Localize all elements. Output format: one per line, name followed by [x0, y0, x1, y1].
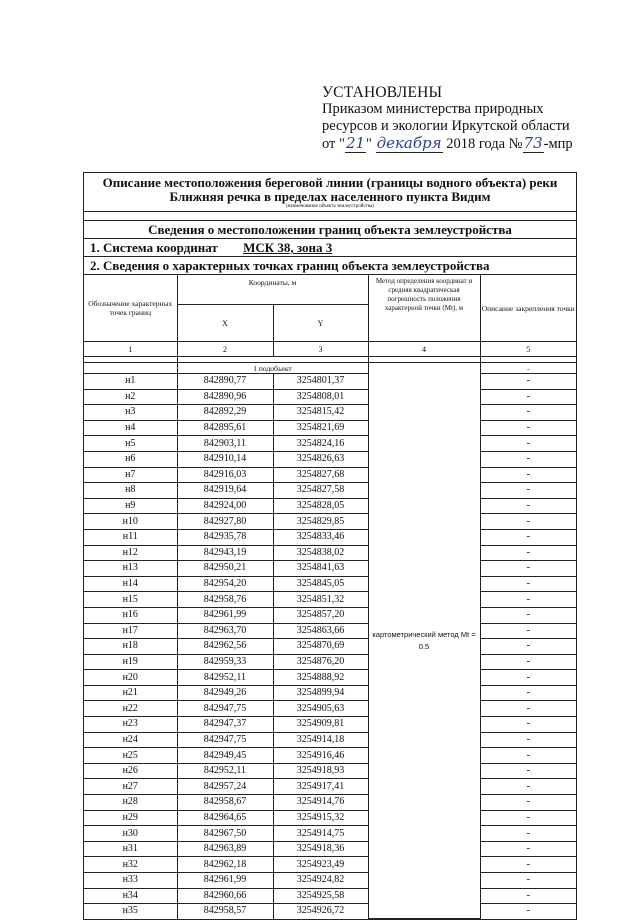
- point-y: 3254876,20: [273, 654, 368, 670]
- table-row: [84, 795, 576, 811]
- col-number-2: 2: [177, 342, 273, 357]
- table-row: [84, 405, 576, 421]
- point-y: 3254926,72: [273, 904, 368, 919]
- point-id: н25: [84, 748, 177, 764]
- point-x: 842947,75: [177, 732, 273, 748]
- point-x: 842890,77: [177, 374, 273, 390]
- point-x: 842943,19: [177, 545, 273, 561]
- point-y: 3254914,76: [273, 795, 368, 811]
- point-id: н16: [84, 607, 177, 623]
- table-row: [84, 810, 576, 826]
- point-x: 842963,89: [177, 841, 273, 857]
- table-row: [84, 592, 576, 608]
- point-id: н20: [84, 670, 177, 686]
- table-row: [84, 483, 576, 499]
- section-title-location: Сведения о местоположении границ объекта землеустройства: [84, 220, 576, 238]
- approval-block: [322, 84, 573, 153]
- table-row: [84, 420, 576, 436]
- point-id: н2: [84, 389, 177, 405]
- col-coordinates-header: Координаты, м: [177, 275, 368, 305]
- point-x: 842927,80: [177, 514, 273, 530]
- table-row: [84, 685, 576, 701]
- point-id: н21: [84, 685, 177, 701]
- point-x: 842916,03: [177, 467, 273, 483]
- point-x: 842935,78: [177, 529, 273, 545]
- table-row: [84, 701, 576, 717]
- point-id: н4: [84, 420, 177, 436]
- point-x: 842950,21: [177, 561, 273, 577]
- point-id: н17: [84, 623, 177, 639]
- point-y: 3254917,41: [273, 779, 368, 795]
- point-x: 842954,20: [177, 576, 273, 592]
- point-id: н28: [84, 795, 177, 811]
- point-x: 842960,66: [177, 888, 273, 904]
- table-row: [84, 857, 576, 873]
- boundary-description-sheet: [83, 172, 577, 920]
- table-row: [84, 576, 576, 592]
- table-row: [84, 529, 576, 545]
- point-x: 842957,24: [177, 779, 273, 795]
- point-id: н31: [84, 841, 177, 857]
- point-id: н13: [84, 561, 177, 577]
- table-row: [84, 763, 576, 779]
- fixing-value: -: [480, 467, 576, 483]
- point-x: 842961,99: [177, 873, 273, 889]
- fixing-value: -: [480, 389, 576, 405]
- col-number-5: 5: [480, 342, 576, 357]
- fixing-value: -: [480, 607, 576, 623]
- handwritten-month: декабря: [376, 134, 442, 152]
- point-x: 842967,50: [177, 826, 273, 842]
- point-y: 3254851,32: [273, 592, 368, 608]
- table-row: [84, 436, 576, 452]
- point-x: 842964,65: [177, 810, 273, 826]
- point-id: н30: [84, 826, 177, 842]
- table-row: [84, 623, 576, 639]
- col-number-4: 4: [368, 342, 480, 357]
- fixing-value: -: [480, 810, 576, 826]
- point-y: 3254918,36: [273, 841, 368, 857]
- fixing-value: -: [480, 873, 576, 889]
- table-row: [84, 545, 576, 561]
- point-id: н33: [84, 873, 177, 889]
- point-id: н11: [84, 529, 177, 545]
- point-y: 3254918,93: [273, 763, 368, 779]
- fixing-value: -: [480, 701, 576, 717]
- col-number-1: 1: [84, 342, 177, 357]
- from-label: от ": [322, 136, 345, 152]
- header-note: (наименование объекта землеустройства): [285, 204, 375, 209]
- point-y: 3254909,81: [273, 717, 368, 733]
- fixing-value: -: [480, 363, 576, 374]
- point-id: н26: [84, 763, 177, 779]
- point-id: н5: [84, 436, 177, 452]
- fixing-value: -: [480, 779, 576, 795]
- col-fixing-header: Описание закрепления точки: [480, 275, 576, 342]
- point-id: н24: [84, 732, 177, 748]
- point-y: 3254870,69: [273, 639, 368, 655]
- fixing-value: -: [480, 654, 576, 670]
- point-id: н27: [84, 779, 177, 795]
- point-id: н32: [84, 857, 177, 873]
- fixing-value: -: [480, 576, 576, 592]
- point-y: 3254826,63: [273, 451, 368, 467]
- point-id: н22: [84, 701, 177, 717]
- point-x: 842947,75: [177, 701, 273, 717]
- point-x: 842890,96: [177, 389, 273, 405]
- point-id: н15: [84, 592, 177, 608]
- table-row: [84, 826, 576, 842]
- point-x: 842949,26: [177, 685, 273, 701]
- fixing-value: -: [480, 483, 576, 499]
- table-row: [84, 389, 576, 405]
- fixing-value: -: [480, 717, 576, 733]
- table-row: [84, 451, 576, 467]
- point-id: н1: [84, 374, 177, 390]
- table-row: [84, 748, 576, 764]
- fixing-value: -: [480, 857, 576, 873]
- point-id: н10: [84, 514, 177, 530]
- fixing-value: -: [480, 904, 576, 919]
- fixing-value: -: [480, 888, 576, 904]
- point-x: 842949,45: [177, 748, 273, 764]
- header-line-1: Описание местоположения береговой линии (границы водного объекта) реки: [102, 175, 558, 190]
- point-x: 842947,37: [177, 717, 273, 733]
- year-text: 2018 года №: [446, 136, 523, 152]
- point-id: н9: [84, 498, 177, 514]
- point-x: 842958,57: [177, 904, 273, 919]
- divider: [84, 211, 576, 220]
- fixing-value: -: [480, 592, 576, 608]
- table-row: [84, 904, 576, 919]
- point-y: 3254915,32: [273, 810, 368, 826]
- table-row: [84, 732, 576, 748]
- handwritten-number: 73: [523, 134, 543, 152]
- fixing-value: -: [480, 795, 576, 811]
- approval-date-line: [322, 135, 573, 153]
- table-row: [84, 607, 576, 623]
- point-id: н23: [84, 717, 177, 733]
- point-x: 842919,64: [177, 483, 273, 499]
- order-suffix: -мпр: [543, 136, 573, 152]
- point-x: 842892,29: [177, 405, 273, 421]
- fixing-value: -: [480, 732, 576, 748]
- point-id: н12: [84, 545, 177, 561]
- point-y: 3254815,42: [273, 405, 368, 421]
- fixing-value: -: [480, 639, 576, 655]
- table-row: [84, 841, 576, 857]
- table-row: [84, 654, 576, 670]
- col-number-3: 3: [273, 342, 368, 357]
- point-x: 842910,14: [177, 451, 273, 467]
- approval-line-2: ресурсов и экологии Иркутской области: [322, 118, 570, 134]
- table-row: [84, 717, 576, 733]
- point-x: 842958,76: [177, 592, 273, 608]
- point-y: 3254838,02: [273, 545, 368, 561]
- fixing-value: -: [480, 436, 576, 452]
- point-y: 3254827,58: [273, 483, 368, 499]
- point-id: н3: [84, 405, 177, 421]
- coordinate-system-label: 1. Система координат: [90, 240, 218, 255]
- header-line-2: Ближняя речка в пределах населенного пункта Видим: [169, 189, 491, 204]
- table-row: [84, 561, 576, 577]
- point-id: н8: [84, 483, 177, 499]
- point-x: 842924,00: [177, 498, 273, 514]
- table-row: [84, 498, 576, 514]
- point-y: 3254914,75: [273, 826, 368, 842]
- point-y: 3254916,46: [273, 748, 368, 764]
- table-row: [84, 374, 576, 390]
- point-y: 3254845,05: [273, 576, 368, 592]
- point-id: н6: [84, 451, 177, 467]
- point-y: 3254828,05: [273, 498, 368, 514]
- point-y: 3254801,37: [273, 374, 368, 390]
- fixing-value: -: [480, 561, 576, 577]
- point-x: 842962,56: [177, 639, 273, 655]
- fixing-value: -: [480, 374, 576, 390]
- approval-title: УСТАНОВЛЕНЫ: [322, 84, 443, 101]
- point-y: 3254888,92: [273, 670, 368, 686]
- fixing-value: -: [480, 405, 576, 421]
- quote-close: ": [366, 136, 372, 152]
- table-row: [84, 467, 576, 483]
- fixing-value: -: [480, 514, 576, 530]
- point-y: 3254833,46: [273, 529, 368, 545]
- point-y: 3254905,63: [273, 701, 368, 717]
- fixing-value: -: [480, 623, 576, 639]
- table-row: [84, 514, 576, 530]
- point-id: н35: [84, 904, 177, 919]
- table-row: [84, 670, 576, 686]
- col-y-header: Y: [273, 305, 368, 342]
- point-x: 842961,99: [177, 607, 273, 623]
- point-y: 3254914,18: [273, 732, 368, 748]
- coordinate-system-line: [84, 238, 576, 256]
- subobject-label: 1 подобъект: [177, 363, 368, 374]
- point-id: н19: [84, 654, 177, 670]
- point-y: 3254824,16: [273, 436, 368, 452]
- point-y: 3254923,49: [273, 857, 368, 873]
- point-y: 3254827,68: [273, 467, 368, 483]
- point-id: н34: [84, 888, 177, 904]
- coordinate-system-value: МСК 38, зона 3: [243, 240, 333, 255]
- table-row: [84, 873, 576, 889]
- point-x: 842963,70: [177, 623, 273, 639]
- fixing-value: -: [480, 498, 576, 514]
- point-id: н7: [84, 467, 177, 483]
- col-x-header: X: [177, 305, 273, 342]
- point-x: 842958,67: [177, 795, 273, 811]
- point-y: 3254808,01: [273, 389, 368, 405]
- handwritten-day: 21: [345, 134, 366, 152]
- point-y: 3254899,94: [273, 685, 368, 701]
- point-y: 3254924,82: [273, 873, 368, 889]
- table-row: [84, 779, 576, 795]
- point-x: 842895,61: [177, 420, 273, 436]
- point-y: 3254863,66: [273, 623, 368, 639]
- fixing-value: -: [480, 670, 576, 686]
- document-header: [84, 173, 576, 211]
- point-x: 842952,11: [177, 670, 273, 686]
- table-row: [84, 888, 576, 904]
- point-x: 842959,33: [177, 654, 273, 670]
- fixing-value: -: [480, 841, 576, 857]
- fixing-value: -: [480, 826, 576, 842]
- section-title-points: 2. Сведения о характерных точках границ объекта землеустройства: [84, 256, 576, 274]
- point-x: 842952,11: [177, 763, 273, 779]
- point-y: 3254925,58: [273, 888, 368, 904]
- point-id: н29: [84, 810, 177, 826]
- point-x: 842962,18: [177, 857, 273, 873]
- point-id: н14: [84, 576, 177, 592]
- fixing-value: -: [480, 529, 576, 545]
- fixing-value: -: [480, 545, 576, 561]
- col-method-header: Метод определения координат и средняя квадратическая погрешность положения характерной точки (Мt), м: [368, 275, 480, 342]
- point-x: 842903,11: [177, 436, 273, 452]
- fixing-value: -: [480, 748, 576, 764]
- point-y: 3254821,69: [273, 420, 368, 436]
- fixing-value: -: [480, 420, 576, 436]
- col-designation-header: Обозначение характерных точек границ: [84, 275, 177, 342]
- point-y: 3254857,20: [273, 607, 368, 623]
- point-id: н18: [84, 639, 177, 655]
- point-y: 3254841,63: [273, 561, 368, 577]
- fixing-value: -: [480, 451, 576, 467]
- points-table: [84, 274, 576, 919]
- fixing-value: -: [480, 685, 576, 701]
- fixing-value: -: [480, 763, 576, 779]
- method-value: картометрический метод Мt = 0.5: [368, 363, 480, 919]
- point-y: 3254829,85: [273, 514, 368, 530]
- table-row: [84, 639, 576, 655]
- approval-line-1: Приказом министерства природных: [322, 101, 544, 117]
